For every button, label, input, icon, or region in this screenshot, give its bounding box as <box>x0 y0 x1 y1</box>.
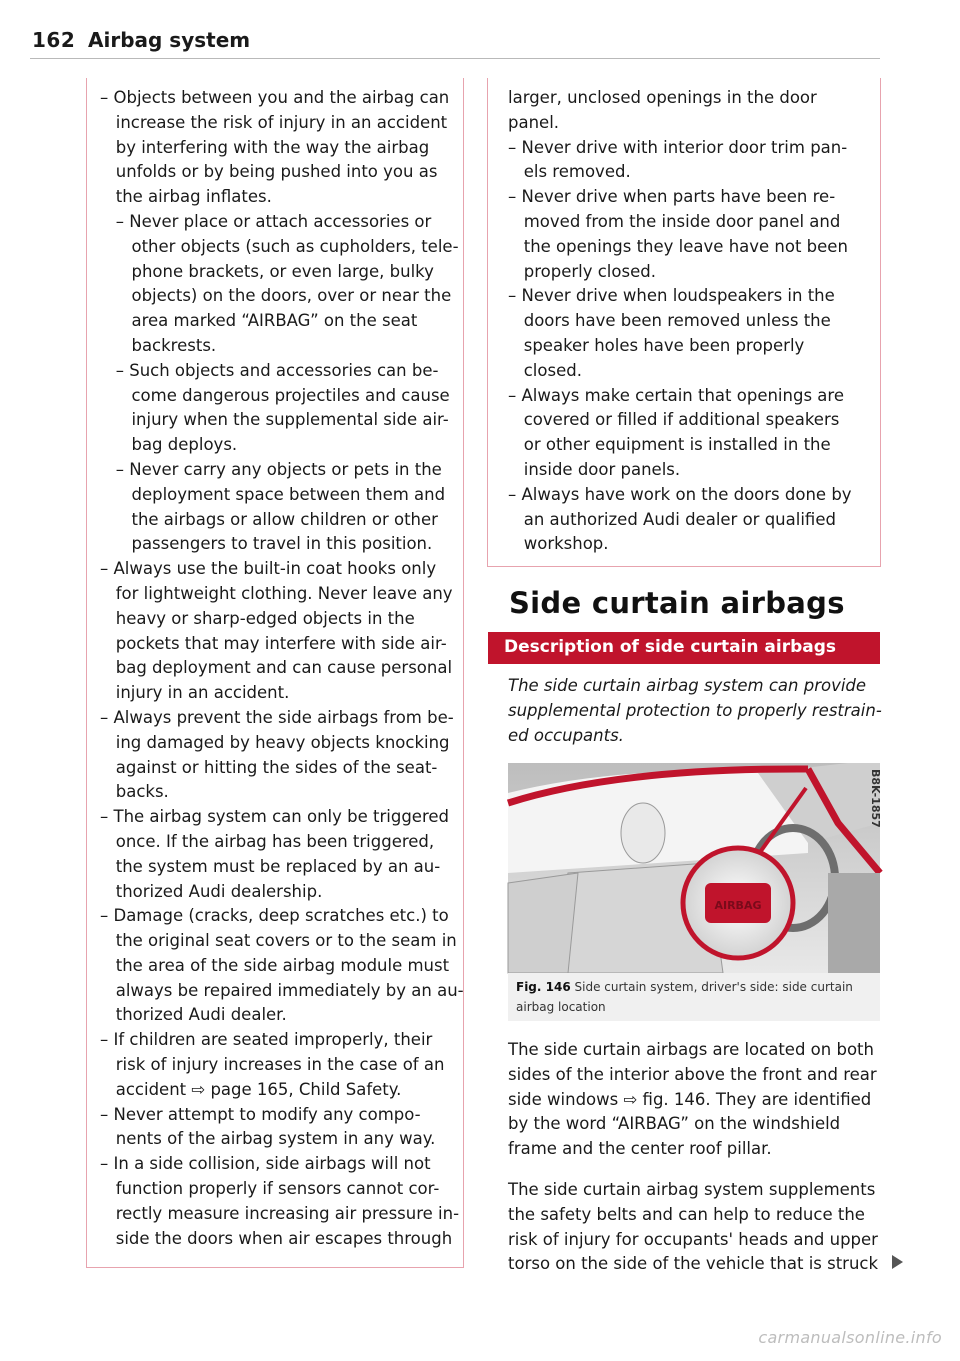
paragraph-line: the safety belts and can help to reduce the <box>508 1204 865 1224</box>
figure-caption-text-2: airbag location <box>516 1000 606 1014</box>
figure-number: Fig. 146 <box>516 980 571 994</box>
intro-text <box>508 674 882 748</box>
warning-line: thorized Audi dealership. <box>100 881 323 901</box>
warning-line: – Always make certain that openings are <box>508 385 844 405</box>
warning-line: deployment space between them and <box>100 484 446 504</box>
intro-line: ed occupants. <box>508 725 624 745</box>
warning-line: the airbags or allow children or other <box>100 509 438 529</box>
warning-line: backs. <box>100 782 169 802</box>
warning-line: – Always prevent the side airbags from be- <box>100 707 454 727</box>
warning-line: other objects (such as cupholders, tele- <box>100 236 459 256</box>
warning-line: increase the risk of injury in an accident <box>100 112 448 132</box>
warning-line: side the doors when air escapes through <box>100 1228 453 1248</box>
paragraph-location <box>508 1038 877 1162</box>
warning-line: backrests. <box>100 335 217 355</box>
paragraph-line: side windows ⇨ fig. 146. They are identified <box>508 1089 872 1109</box>
paragraph-line: The side curtain airbags are located on both <box>508 1040 874 1059</box>
warning-line: – Never attempt to modify any compo- <box>100 1104 421 1124</box>
warning-line: panel. <box>508 112 560 132</box>
warning-line: els removed. <box>508 162 631 182</box>
paragraph-line: by the word “AIRBAG” on the windshield <box>508 1114 841 1134</box>
warning-line: area marked “AIRBAG” on the seat <box>100 311 418 331</box>
warning-line: pockets that may interfere with side air- <box>100 633 447 653</box>
warning-line: – Never carry any objects or pets in the <box>100 459 442 479</box>
paragraph-line: risk of injury for occupants' heads and upper <box>508 1229 878 1249</box>
warning-line: – Always have work on the doors done by <box>508 484 852 504</box>
warning-line: moved from the inside door panel and <box>508 211 841 231</box>
warning-line: bag deploys. <box>100 435 238 455</box>
subsection-title: Description of side curtain airbags <box>504 637 837 657</box>
paragraph-line: The side curtain airbag system supplements <box>508 1180 876 1199</box>
warning-line: the openings they leave have not been <box>508 236 848 256</box>
warning-line: objects) on the doors, over or near the <box>100 286 452 306</box>
warning-line: against or hitting the sides of the seat- <box>100 757 438 777</box>
warning-line: thorized Audi dealer. <box>100 1005 287 1025</box>
warning-line: – If children are seated improperly, their <box>100 1030 433 1050</box>
paragraph-line: frame and the center roof pillar. <box>508 1139 772 1159</box>
warning-line: doors have been removed unless the <box>508 311 831 331</box>
warning-line: – Always use the built-in coat hooks only <box>100 559 437 579</box>
warning-line: always be repaired immediately by an au- <box>100 980 464 1000</box>
warning-line: passengers to travel in this position. <box>100 534 433 554</box>
warning-text-right <box>508 86 852 557</box>
warning-line: injury when the supplemental side air- <box>100 410 449 430</box>
intro-line: The side curtain airbag system can provide <box>508 676 867 695</box>
warning-line: by interfering with the way the airbag <box>100 137 430 157</box>
page-header <box>30 28 880 59</box>
warning-line: – Damage (cracks, deep scratches etc.) to <box>100 906 449 926</box>
warning-line: once. If the airbag has been triggered, <box>100 831 435 851</box>
airbag-label: AIRBAG <box>714 899 762 912</box>
car-interior-illustration <box>508 763 880 973</box>
warning-text-left <box>100 86 464 1251</box>
warning-line: unfolds or by being pushed into you as <box>100 162 438 182</box>
warning-line: accident ⇨ page 165, Child Safety. <box>100 1079 402 1099</box>
warning-line: – Never drive with interior door trim pan- <box>508 137 848 157</box>
warning-line: function properly if sensors cannot cor- <box>100 1179 440 1199</box>
warning-line: – Objects between you and the airbag can <box>100 88 450 107</box>
figure-caption-text: Side curtain system, driver's side: side curtain <box>574 980 853 994</box>
subsection-bar <box>488 632 880 664</box>
paragraph-supplements <box>508 1178 878 1277</box>
page-number: 162 <box>32 28 76 52</box>
warning-line: injury in an accident. <box>100 683 290 703</box>
warning-line: inside door panels. <box>508 459 681 479</box>
warning-line: risk of injury increases in the case of an <box>100 1055 445 1075</box>
warning-line: an authorized Audi dealer or qualified <box>508 509 836 529</box>
warning-line: speaker holes have been properly <box>508 335 805 355</box>
warning-line: – The airbag system can only be triggered <box>100 807 449 827</box>
figure-side-curtain-airbag <box>508 763 880 973</box>
figure-code: B8K-1857 <box>869 769 882 828</box>
warning-line: – Never drive when parts have been re- <box>508 187 836 207</box>
paragraph-line: torso on the side of the vehicle that is struck <box>508 1254 879 1274</box>
section-title: Side curtain airbags <box>509 586 845 620</box>
warning-line: phone brackets, or even large, bulky <box>100 261 434 281</box>
warning-line: ing damaged by heavy objects knocking <box>100 732 450 752</box>
continue-arrow-icon <box>892 1255 903 1269</box>
warning-line: closed. <box>508 360 582 380</box>
warning-line: bag deployment and can cause personal <box>100 658 453 678</box>
page-title: Airbag system <box>88 28 251 52</box>
warning-line: properly closed. <box>508 261 656 281</box>
intro-line: supplemental protection to properly restrain- <box>508 700 882 720</box>
warning-line: the area of the side airbag module must <box>100 955 450 975</box>
paragraph-line: sides of the interior above the front and rear <box>508 1064 877 1084</box>
watermark: carmanualsonline.info <box>758 1328 942 1347</box>
warning-line: or other equipment is installed in the <box>508 435 831 455</box>
warning-line: for lightweight clothing. Never leave any <box>100 583 453 603</box>
warning-line: the original seat covers or to the seam in <box>100 931 457 951</box>
warning-line: heavy or sharp-edged objects in the <box>100 608 415 628</box>
warning-line: larger, unclosed openings in the door <box>508 88 817 107</box>
warning-line: come dangerous projectiles and cause <box>100 385 450 405</box>
figure-caption <box>508 973 880 1021</box>
warning-line: – Never drive when loudspeakers in the <box>508 286 835 306</box>
warning-line: – Such objects and accessories can be- <box>100 360 439 380</box>
warning-line: rectly measure increasing air pressure in- <box>100 1203 460 1223</box>
warning-line: the airbag inflates. <box>100 187 272 207</box>
warning-line: covered or filled if additional speakers <box>508 410 840 430</box>
warning-line: – Never place or attach accessories or <box>100 211 432 231</box>
warning-line: workshop. <box>508 534 609 554</box>
warning-line: – In a side collision, side airbags will not <box>100 1154 431 1174</box>
warning-line: the system must be replaced by an au- <box>100 856 441 876</box>
warning-line: nents of the airbag system in any way. <box>100 1129 436 1149</box>
